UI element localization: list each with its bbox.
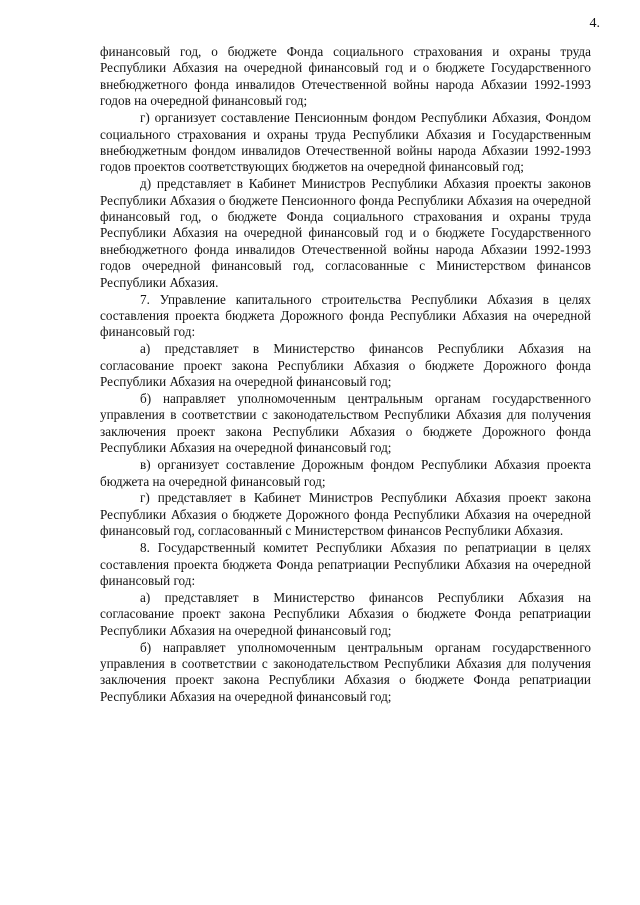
paragraph: г) организует составление Пенсионным фондом Республики Абхазия, Фондом социального страхования и охраны труда Республики Абхазия и Государственным внебюджетным фондом инвалидов Отечественной войны народа Абхазии 1992-1993 годов проектов соответствующих бюджетов на очередной финансовый год; [100,110,591,175]
paragraph: б) направляет уполномоченным центральным органам государственного управления в соответствии с законодательством Республики Абхазия для получения заключения проект закона Республики Абхазия о бюджете Фонда репатриации Республики Абхазия на очередной финансовый год; [100,639,591,704]
paragraph: г) представляет в Кабинет Министров Республики Абхазия проект закона Республики Абхазия о бюджете Дорожного фонда Республики Абхазия на очередной финансовый год, согласованный с Министерством финансов Республики Абхазия. [100,490,591,539]
paragraph: а) представляет в Министерство финансов Республики Абхазия на согласование проект закона Республики Абхазия о бюджете Фонда репатриации Республики Абхазия на очередной финансовый год; [100,589,591,638]
paragraph: в) организует составление Дорожным фондом Республики Абхазия проекта бюджета на очередной финансовый год; [100,457,591,489]
paragraph: а) представляет в Министерство финансов Республики Абхазия на согласование проект закона Республики Абхазия о бюджете Дорожного фонда Республики Абхазия на очередной финансовый год; [100,341,591,390]
paragraph: д) представляет в Кабинет Министров Республики Абхазия проекты законов Республики Абхазия о бюджете Пенсионного фонда Республики Абхазия на очередной финансовый год, о бюджете Фонда социального страхования и охраны труда Республики Абхазия на очередной финансовый год и о бюджете Государственного внебюджетного фонда инвалидов Отечественной войны народа Абхазии 1992-1993 годов очередной финансовый год, согласованные с Министерством финансов Республики Абхазия. [100,176,591,290]
paragraph: б) направляет уполномоченным центральным органам государственного управления в соответствии с законодательством Республики Абхазия для получения заключения проект закона Республики Абхазия о бюджете Дорожного фонда Республики Абхазия на очередной финансовый год; [100,391,591,456]
paragraph: финансовый год, о бюджете Фонда социального страхования и охраны труда Республики Абхазия на очередной финансовый год и о бюджете Государственного внебюджетного фонда инвалидов Отечественной войны народа Абхазии 1992-1993 годов на очередной финансовый год; [100,44,591,109]
paragraph: 7. Управление капитального строительства Республики Абхазия в целях составления проекта бюджета Дорожного фонда Республики Абхазия на очередной финансовый год: [100,291,591,340]
paragraph: 8. Государственный комитет Республики Абхазия по репатриации в целях составления проекта бюджета Фонда репатриации Республики Абхазия на очередной финансовый год: [100,540,591,588]
page-number: 4. [589,16,600,31]
document-body [100,44,591,706]
